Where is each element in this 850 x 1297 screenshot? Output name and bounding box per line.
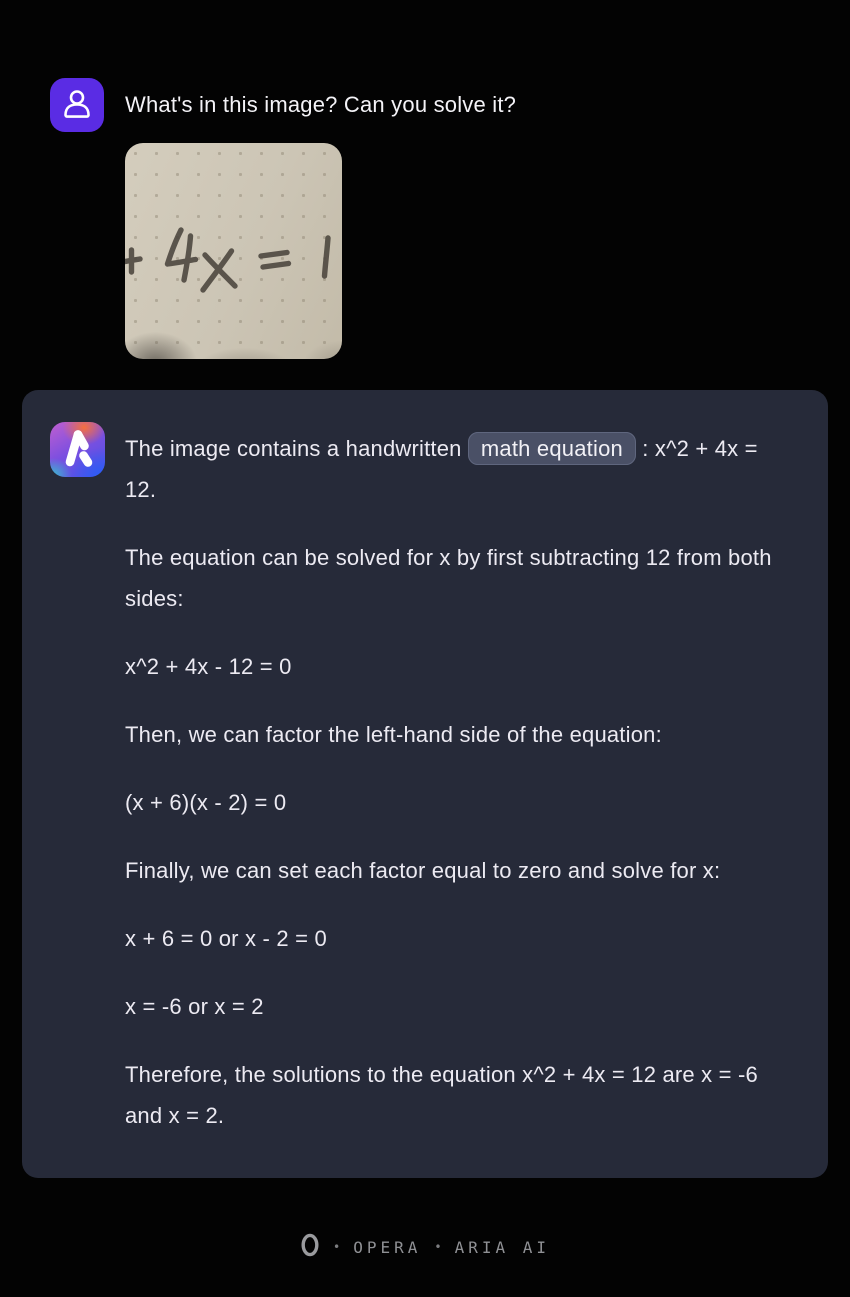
user-message xyxy=(0,0,850,359)
assistant-message-text xyxy=(125,422,792,1136)
aria-avatar xyxy=(50,422,105,477)
opera-logo-icon xyxy=(300,1233,320,1261)
footer-branding xyxy=(0,1233,850,1261)
person-icon xyxy=(60,86,94,125)
entity-pill[interactable]: math equation xyxy=(468,432,636,465)
assistant-message-card xyxy=(22,390,828,1178)
intro-suffix: : x^2 + 4x = 12. xyxy=(125,436,758,502)
paragraph: Finally, we can set each factor equal to zero and solve for x: xyxy=(125,858,721,883)
paragraph: Then, we can factor the left-hand side of the equation: xyxy=(125,722,662,747)
equation-line: (x + 6)(x - 2) = 0 xyxy=(125,790,287,815)
user-message-text: What's in this image? Can you solve it? xyxy=(125,92,517,117)
equation-line: x + 6 = 0 or x - 2 = 0 xyxy=(125,926,327,951)
equation-line: x = -6 or x = 2 xyxy=(125,994,264,1019)
paragraph-conclusion: Therefore, the solutions to the equation x^2 + 4x = 12 are x = -6 and x = 2. xyxy=(125,1062,758,1128)
footer-separator: • xyxy=(434,1240,442,1254)
equation-line: x^2 + 4x - 12 = 0 xyxy=(125,654,292,679)
footer-separator: • xyxy=(332,1240,341,1254)
aria-logo-icon xyxy=(50,420,105,480)
paragraph-intro xyxy=(125,428,792,510)
user-avatar xyxy=(50,78,104,132)
footer-product: ARIA AI xyxy=(454,1238,551,1257)
user-message-body xyxy=(125,78,516,359)
intro-prefix: The image contains a handwritten xyxy=(125,436,468,461)
footer-brand: OPERA xyxy=(353,1238,422,1257)
attached-image[interactable] xyxy=(125,143,342,359)
paragraph: The equation can be solved for x by first subtracting 12 from both sides: xyxy=(125,545,772,611)
